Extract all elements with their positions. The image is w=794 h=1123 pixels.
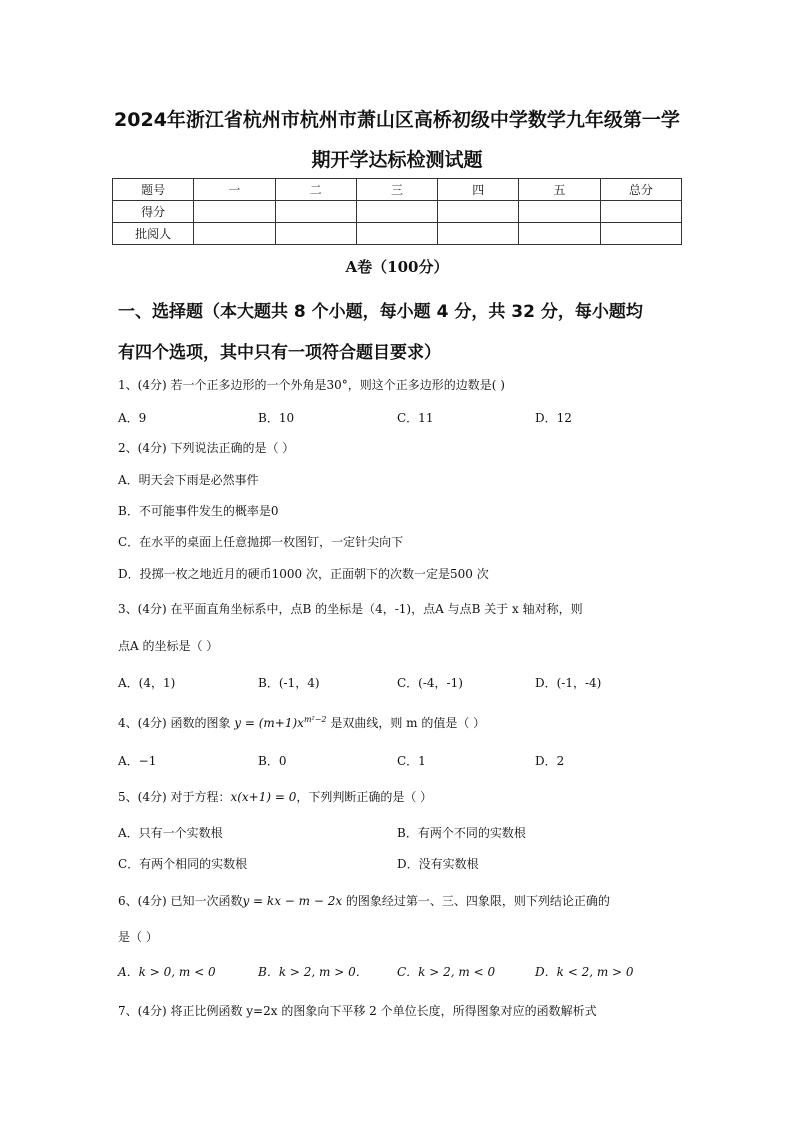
q3-option-a[interactable]: A．(4，1) xyxy=(118,676,176,690)
q6-text-after: 的图象经过第一、三、四象限，则下列结论正确的 xyxy=(342,894,610,908)
score-header-cell: 四 xyxy=(438,179,519,201)
score-cell[interactable] xyxy=(356,201,437,223)
exam-title-line-2: 期开学达标检测试题 xyxy=(311,149,483,171)
part1-heading-line-2: 有四个选项，其中只有一项符合题目要求） xyxy=(118,343,441,363)
score-cell[interactable] xyxy=(275,201,356,223)
question-2-text: 2、(4分) 下列说法正确的是（ ） xyxy=(118,441,295,455)
q5-formula: x(x+1) = 0 xyxy=(230,790,297,804)
score-cell[interactable] xyxy=(194,201,275,223)
q4-option-d[interactable]: D．2 xyxy=(535,754,565,768)
q1-option-d[interactable]: D．12 xyxy=(535,411,572,425)
score-table xyxy=(112,178,682,245)
score-header-cell: 一 xyxy=(194,179,275,201)
score-header-cell: 二 xyxy=(275,179,356,201)
q1-option-c[interactable]: C．11 xyxy=(397,411,434,425)
q3-option-c[interactable]: C．(-4，-1) xyxy=(397,676,463,690)
q6-option-c[interactable]: C．k > 2, m < 0 xyxy=(397,965,496,979)
question-4-text xyxy=(118,714,485,731)
q4-text-after: 是双曲线，则 m 的值是（ ） xyxy=(326,716,486,730)
score-header-cell: 三 xyxy=(356,179,437,201)
q4-option-a[interactable]: A．−1 xyxy=(118,754,157,768)
question-1-text: 1、(4分) 若一个正多边形的一个外角是30°，则这个正多边形的边数是( ) xyxy=(118,378,505,392)
score-cell[interactable] xyxy=(275,223,356,245)
score-header-cell: 总分 xyxy=(600,179,681,201)
score-cell[interactable] xyxy=(600,223,681,245)
score-cell[interactable] xyxy=(438,223,519,245)
score-cell[interactable] xyxy=(194,223,275,245)
score-row-label: 批阅人 xyxy=(113,223,194,245)
q6-option-a[interactable]: A．k > 0, m < 0 xyxy=(118,965,216,979)
q2-option-d[interactable]: D．投掷一枚之地近月的硬币1000 次，正面朝下的次数一定是500 次 xyxy=(118,567,489,581)
q3-option-b[interactable]: B．(-1，4) xyxy=(258,676,320,690)
q5-option-d[interactable]: D．没有实数根 xyxy=(397,857,479,871)
question-7-text: 7、(4分) 将正比例函数 y=2x 的图象向下平移 2 个单位长度，所得图象对应的函数解析式 xyxy=(118,1004,597,1018)
q4-text-before: 4、(4分) 函数的图象 xyxy=(118,716,235,730)
question-6-text-line-1 xyxy=(118,892,610,909)
q4-exponent: m²−2 xyxy=(303,715,327,724)
score-header-cell: 五 xyxy=(519,179,600,201)
q6-text-before: 6、(4分) 已知一次函数 xyxy=(118,894,243,908)
q6-option-b[interactable]: B．k > 2, m > 0． xyxy=(258,965,368,979)
question-3-text-line-2: 点A 的坐标是（ ） xyxy=(118,639,219,653)
q5-option-a[interactable]: A．只有一个实数根 xyxy=(118,826,223,840)
score-cell[interactable] xyxy=(519,223,600,245)
question-5-text xyxy=(118,788,432,805)
q1-option-b[interactable]: B．10 xyxy=(258,411,295,425)
q6-formula: y = kx − m − 2x xyxy=(242,894,343,908)
score-cell[interactable] xyxy=(438,201,519,223)
q6-option-d[interactable]: D．k < 2, m > 0 xyxy=(535,965,634,979)
q2-option-b[interactable]: B．不可能事件发生的概率是0 xyxy=(118,504,279,518)
q5-option-b[interactable]: B．有两个不同的实数根 xyxy=(397,826,526,840)
score-table-row-score xyxy=(113,201,682,223)
score-cell[interactable] xyxy=(600,201,681,223)
q4-formula: y = (m+1)x xyxy=(234,716,304,730)
q1-option-a[interactable]: A．9 xyxy=(118,411,147,425)
question-6-text-line-2: 是（ ） xyxy=(118,930,158,944)
score-table-header-row xyxy=(113,179,682,201)
q5-text-before: 5、(4分) 对于方程： xyxy=(118,790,231,804)
q4-option-c[interactable]: C．1 xyxy=(397,754,426,768)
q2-option-a[interactable]: A．明天会下雨是必然事件 xyxy=(118,473,259,487)
q5-option-c[interactable]: C．有两个相同的实数根 xyxy=(118,857,248,871)
part1-heading-line-1: 一、选择题（本大题共 8 个小题，每小题 4 分，共 32 分，每小题均 xyxy=(118,302,643,322)
q4-option-b[interactable]: B．0 xyxy=(258,754,287,768)
q2-option-c[interactable]: C．在水平的桌面上任意抛掷一枚图钉，一定针尖向下 xyxy=(118,535,404,549)
question-3-text-line-1: 3、(4分) 在平面直角坐标系中，点B 的坐标是（4，-1)，点A 与点B 关于 x 轴对称，则 xyxy=(118,602,583,616)
q3-option-d[interactable]: D．(-1，-4) xyxy=(535,676,602,690)
section-a-heading: A卷（100分） xyxy=(345,258,449,276)
q5-text-after: ，下列判断正确的是（ ） xyxy=(296,790,433,804)
score-header-cell: 题号 xyxy=(113,179,194,201)
exam-title-line-1: 2024年浙江省杭州市杭州市萧山区高桥初级中学数学九年级第一学 xyxy=(114,109,680,131)
score-table-row-grader xyxy=(113,223,682,245)
score-cell[interactable] xyxy=(519,201,600,223)
score-cell[interactable] xyxy=(356,223,437,245)
score-row-label: 得分 xyxy=(113,201,194,223)
